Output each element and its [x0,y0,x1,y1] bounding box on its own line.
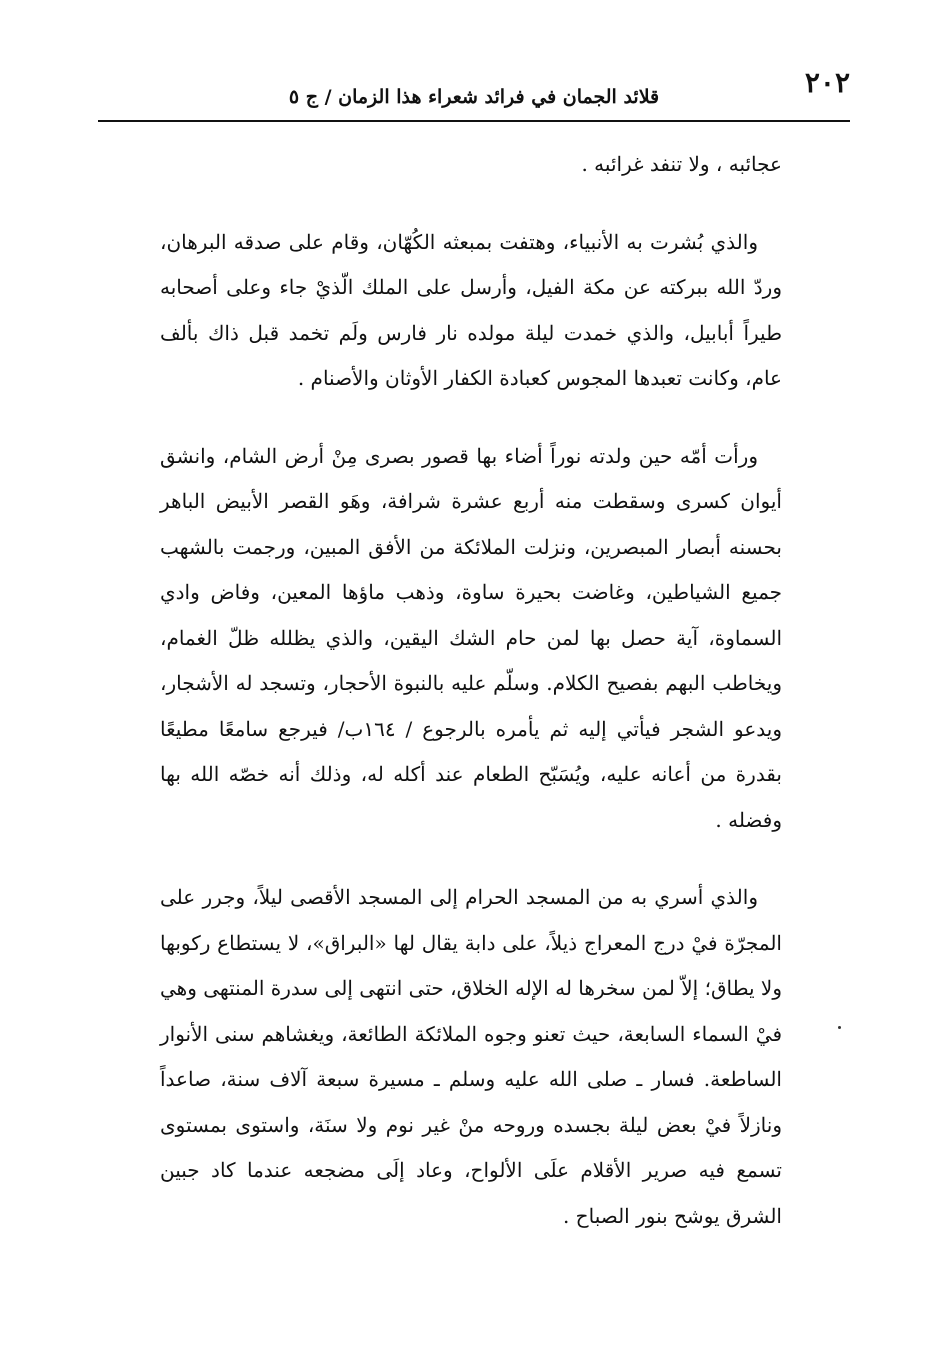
scan-speck [838,1026,841,1029]
page-header [98,64,850,122]
paragraph-prophecy: والذي بُشرت به الأنبياء، وهتفت بمبعثه الكُهّان، وقام على صدقه البرهان، وردّ الله ببركته عن مكة الفيل، وأرسل على الملك الّذيْ جاء وعلى أصحابه طيراً أبابيل، والذي خمدت ليلة مولده نار فارس ولَم تخمد قبل ذاك بألف عام، وكانت تعبدها المجوس كعبادة الكفار الأوثان والأصنام . [160,229,782,390]
paragraph-night-journey: والذي أسري به من المسجد الحرام إلى المسجد الأقصى ليلاً، وجرر على المجرّة فيْ درج المعراج ذيلاً، على دابة يقال لها «البراق»، لا يستطاع ركوبها ولا يطاق؛ إلاّ لمن سخرها له الإله الخلاق، حتى انتهى إلى سدرة المنتهى وهي فيْ السماء السابعة، حيث تعنو وجوه الملائكة الطائعة، ويغشاهم سنى الأنوار الساطعة. فسار ـ صلى الله عليه وسلم ـ مسيرة سبعة آلاف سنة، صاعداً ونازلاً فيْ بعض ليلة بجسده وروحه منْ غير نوم ولا سنَة، واستوى بمستوى تسمع فيه صرير الأقلام علَى الألواح، وعاد إلَى مضجعه عندما كاد جبين الشرق يوشح بنور الصباح . [160,885,783,1228]
running-title: قلائد الجمان في فرائد شعراء هذا الزمان / ج ٥ [288,86,660,108]
paragraph-birth-signs: ورأت أمّه حين ولدته نوراً أضاء بها قصور بصرى مِنْ أرض الشام، وانشق أيوان كسرى وسقطت منه أربع عشرة شرافة، وهَو القصر الأبيض الباهر بحسنه أبصار المبصرين، ونزلت الملائكة من الأفق المبين، ورجمت بالشهب جميع الشياطين، وغاضت بحيرة ساوة، وذهب ماؤها المعين، وفاض وادي السماوة، آية حصل بها لمن حام الشك اليقين، والذي يظلله ظلّ الغمام، ويخاطب البهم بفصيح الكلام. وسلّم عليه بالنبوة الأحجار، وتسجد له الأشجار، ويدعو الشجر فيأتي إليه ثم يأمره بالرجوع / ١٦٤ب/ فيرجع سامعًا مطيعًا بقدرة من أعانه عليه، ويُسَبّح الطعام عند أكله له، وذلك أنه خصّه الله بها وفضله . [160,443,782,832]
body-text [160,142,782,1239]
paragraph-continuation: عجائبه ، ولا تنفد غرائبه . [581,152,782,176]
page-number: ٢٠٢ [804,66,850,99]
